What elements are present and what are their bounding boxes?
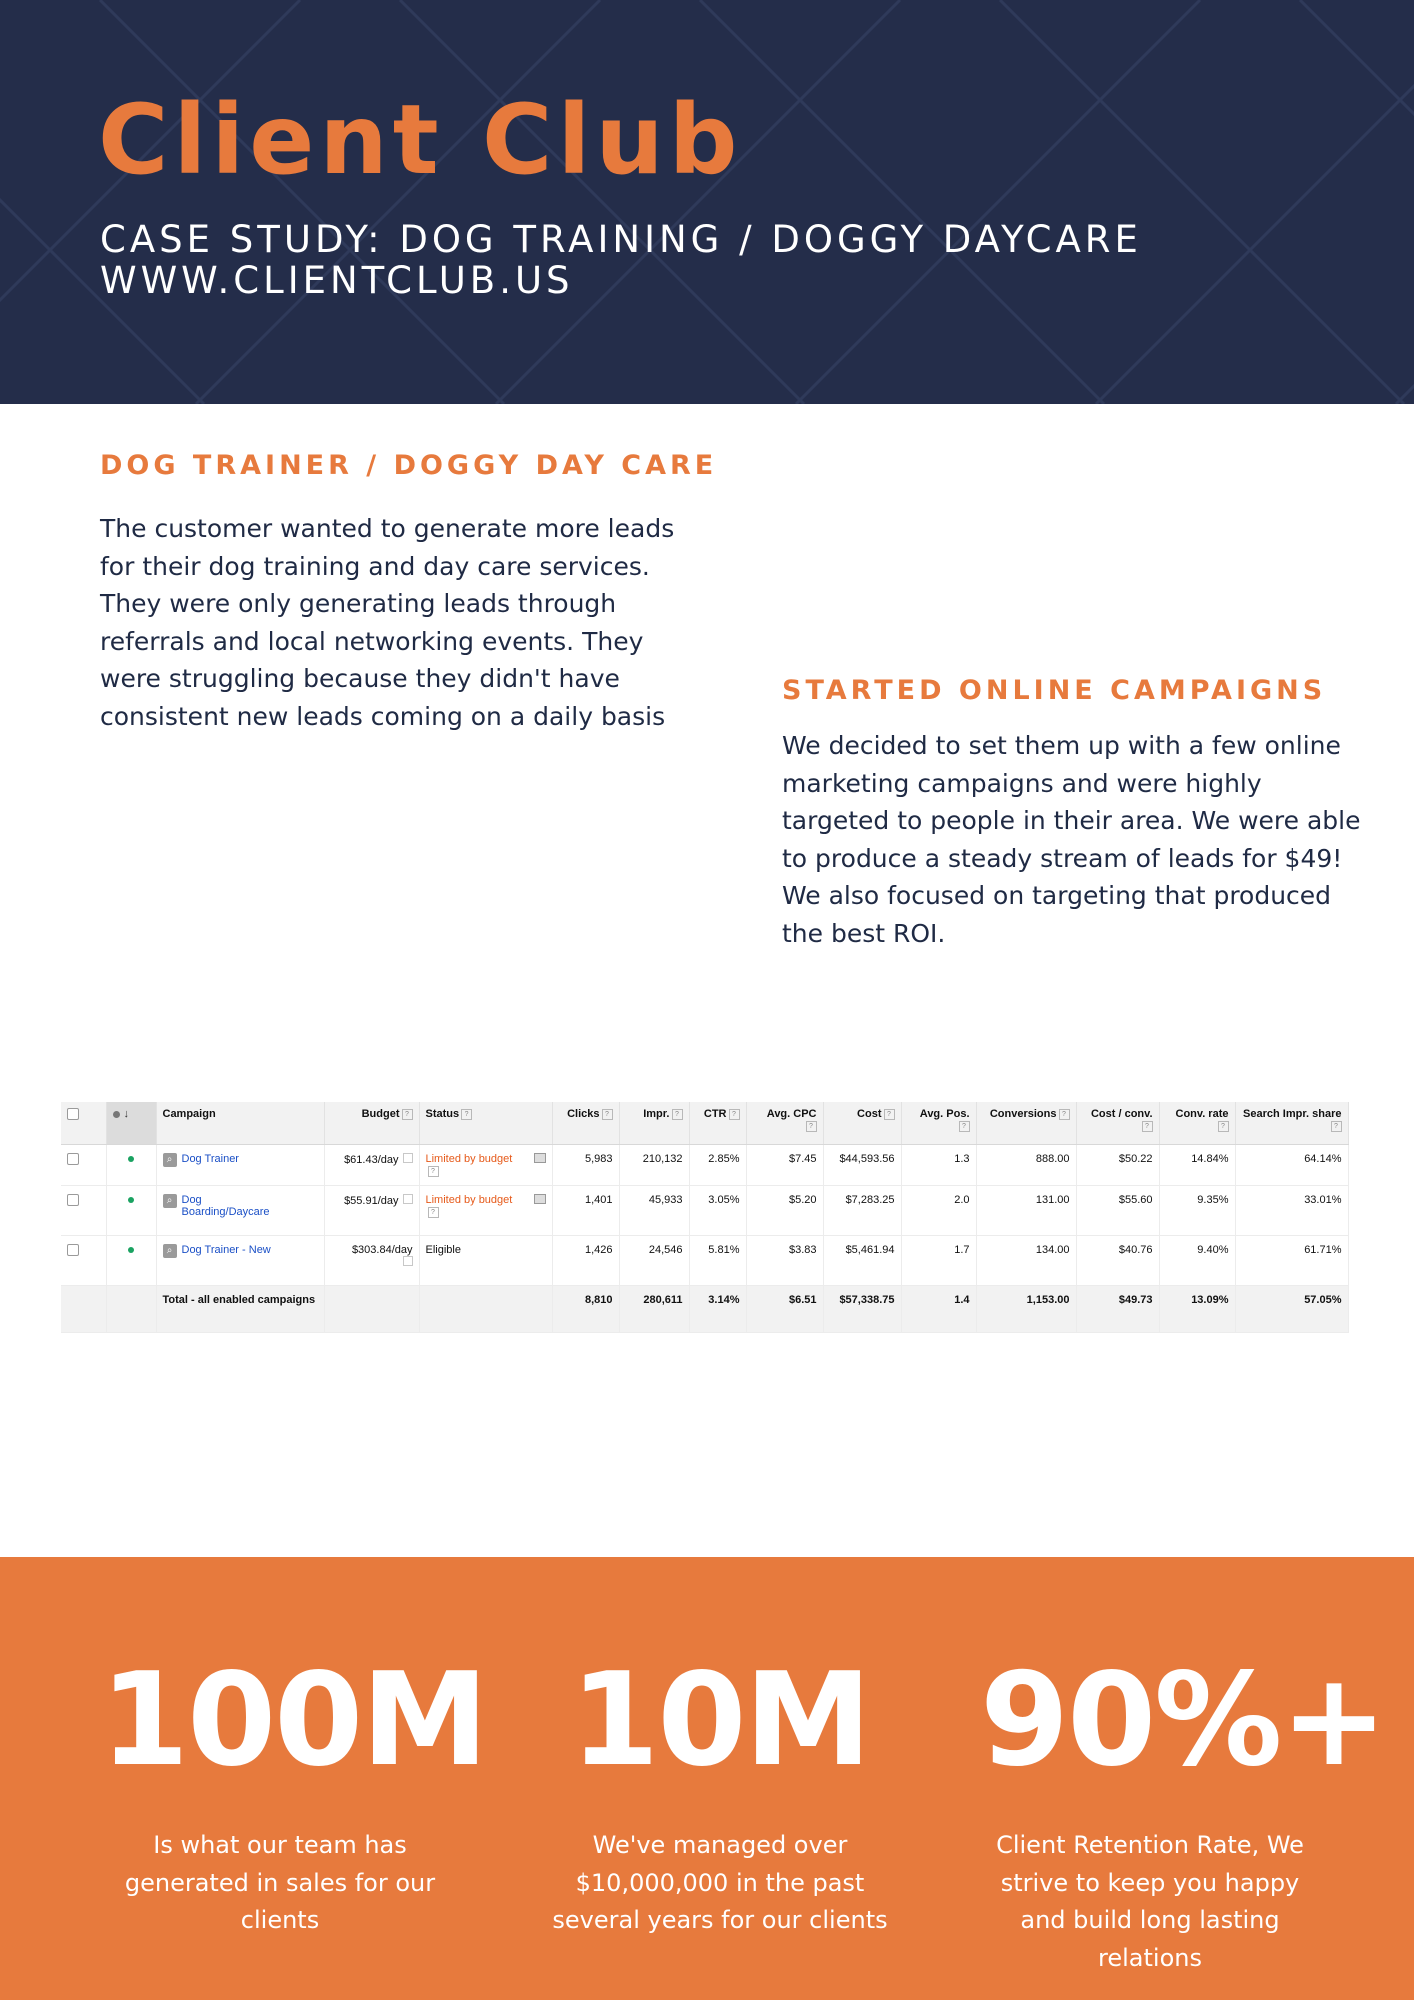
row-checkbox[interactable] — [67, 1194, 79, 1206]
total-avg-pos-cell: 1.4 — [901, 1286, 976, 1333]
search-share-cell: 61.71% — [1235, 1236, 1348, 1286]
stat-description: Is what our team has generated in sales for our clients — [124, 1831, 436, 1934]
select-all-cell[interactable] — [61, 1102, 106, 1145]
cost-cell: $44,593.56 — [823, 1145, 901, 1186]
budget-cell[interactable]: $303.84/day — [324, 1236, 419, 1286]
conv-rate-cell: 14.84% — [1159, 1145, 1235, 1186]
total-search-share-cell: 57.05% — [1235, 1286, 1348, 1333]
column-header-conversions[interactable]: Conversions ? — [976, 1102, 1076, 1145]
campaign-cell[interactable] — [156, 1186, 324, 1236]
stat-description: We've managed over $10,000,000 in the past several years for our clients — [552, 1831, 888, 1934]
status-dot-icon — [113, 1111, 120, 1118]
row-checkbox-cell[interactable] — [61, 1145, 106, 1186]
row-checkbox[interactable] — [67, 1153, 79, 1165]
edit-budget-icon[interactable] — [403, 1194, 413, 1204]
sort-arrow-icon[interactable]: ↓ — [123, 1108, 129, 1120]
cost-conv-cell: $50.22 — [1076, 1145, 1159, 1186]
conversions-cell: 131.00 — [976, 1186, 1076, 1236]
cost-cell: $7,283.25 — [823, 1186, 901, 1236]
total-conversions-cell: 1,153.00 — [976, 1286, 1076, 1333]
column-header-avg-cpc[interactable]: Avg. CPC ? — [746, 1102, 823, 1145]
help-icon[interactable]: ? — [461, 1109, 472, 1120]
column-header-conv-rate[interactable]: Conv. rate ? — [1159, 1102, 1235, 1145]
case-study-subtitle: CASE STUDY: DOG TRAINING / DOGGY DAYCARE — [100, 218, 1142, 261]
intro-paragraph: The customer wanted to generate more leads for their dog training and day care services. They were only generating leads through referrals and local networking events. They were struggling because they didn't have consistent new leads coming on a daily basis — [100, 514, 675, 731]
help-icon[interactable]: ? — [428, 1207, 439, 1218]
status-text: Limited by budget — [425, 1153, 513, 1165]
conversions-cell: 888.00 — [976, 1145, 1076, 1186]
column-header-search-impr-share[interactable]: Search Impr. share ? — [1235, 1102, 1348, 1145]
column-header-cost[interactable]: Cost ? — [823, 1102, 901, 1145]
stat-value: 90%+ — [980, 1646, 1386, 1795]
impr-cell: 210,132 — [619, 1145, 689, 1186]
stat-value: 100M — [100, 1646, 487, 1795]
help-icon[interactable]: ? — [1331, 1121, 1342, 1132]
column-header-ctr[interactable]: CTR ? — [689, 1102, 746, 1145]
row-checkbox-cell[interactable] — [61, 1186, 106, 1236]
avg-cpc-cell: $5.20 — [746, 1186, 823, 1236]
search-share-cell: 64.14% — [1235, 1145, 1348, 1186]
table-total-row — [61, 1286, 1348, 1333]
status-text: Eligible — [425, 1244, 461, 1256]
campaign-link[interactable]: Dog Boarding/Daycare — [181, 1194, 270, 1218]
table-header-row — [61, 1102, 1348, 1145]
help-icon[interactable]: ? — [402, 1109, 413, 1120]
total-cost-cell: $57,338.75 — [823, 1286, 901, 1333]
total-ctr-cell: 3.14% — [689, 1286, 746, 1333]
total-empty-cell — [61, 1286, 106, 1333]
stat-description: Client Retention Rate, We strive to keep you happy and build long lasting relations — [996, 1831, 1304, 1972]
column-header-campaign[interactable]: Campaign — [156, 1102, 324, 1145]
search-network-icon: ⌕ — [163, 1194, 177, 1208]
total-empty-cell — [324, 1286, 419, 1333]
help-icon[interactable]: ? — [672, 1109, 683, 1120]
clicks-cell: 1,426 — [552, 1236, 619, 1286]
table-row — [61, 1145, 1348, 1186]
stat-retention-rate — [980, 1557, 1386, 1977]
page-title: Client Club — [98, 84, 743, 196]
row-checkbox[interactable] — [67, 1244, 79, 1256]
help-icon[interactable]: ? — [602, 1109, 613, 1120]
website-url: WWW.CLIENTCLUB.US — [100, 259, 574, 302]
cost-conv-cell: $40.76 — [1076, 1236, 1159, 1286]
campaigns-paragraph: We decided to set them up with a few online marketing campaigns and were highly targeted to people in their area. We were able to produce a steady stream of leads for $49! We also focused on targeting that produced the best ROI. — [782, 731, 1361, 948]
stats-band — [0, 1557, 1414, 2000]
column-header-status[interactable]: Status ? — [419, 1102, 552, 1145]
column-header-cost-conv[interactable]: Cost / conv. ? — [1076, 1102, 1159, 1145]
status-cell — [419, 1145, 552, 1186]
total-label: Total - all enabled campaigns — [156, 1286, 324, 1333]
avg-cpc-cell: $3.83 — [746, 1236, 823, 1286]
total-empty-cell — [419, 1286, 552, 1333]
enabled-status-cell — [106, 1186, 156, 1236]
avg-cpc-cell: $7.45 — [746, 1145, 823, 1186]
conv-rate-cell: 9.40% — [1159, 1236, 1235, 1286]
status-cell — [419, 1236, 552, 1286]
help-icon[interactable]: ? — [1059, 1109, 1070, 1120]
stat-value: 10M — [570, 1646, 870, 1795]
diagonal-pattern — [0, 0, 1414, 404]
impr-cell: 24,546 — [619, 1236, 689, 1286]
status-details-icon[interactable] — [534, 1153, 546, 1163]
total-empty-cell — [106, 1286, 156, 1333]
ctr-cell: 3.05% — [689, 1186, 746, 1236]
campaign-cell[interactable] — [156, 1236, 324, 1286]
column-header-clicks[interactable]: Clicks ? — [552, 1102, 619, 1145]
intro-heading: DOG TRAINER / DOGGY DAY CARE — [100, 450, 718, 481]
clicks-cell: 1,401 — [552, 1186, 619, 1236]
column-header-impr[interactable]: Impr. ? — [619, 1102, 689, 1145]
help-icon[interactable]: ? — [884, 1109, 895, 1120]
column-header-budget[interactable]: Budget ? — [324, 1102, 419, 1145]
enabled-status-cell — [106, 1145, 156, 1186]
conversions-cell: 134.00 — [976, 1236, 1076, 1286]
campaign-report-table — [61, 1102, 1349, 1333]
budget-cell[interactable]: $61.43/day — [324, 1145, 419, 1186]
total-clicks-cell: 8,810 — [552, 1286, 619, 1333]
select-all-checkbox[interactable] — [67, 1108, 79, 1120]
ctr-cell: 2.85% — [689, 1145, 746, 1186]
avg-pos-cell: 1.3 — [901, 1145, 976, 1186]
campaign-cell[interactable] — [156, 1145, 324, 1186]
status-text: Limited by budget — [425, 1194, 513, 1206]
edit-budget-icon[interactable] — [403, 1153, 413, 1163]
hero-banner — [0, 0, 1414, 404]
total-avg-cpc-cell: $6.51 — [746, 1286, 823, 1333]
campaign-link[interactable]: Dog Trainer — [181, 1153, 239, 1165]
row-checkbox-cell[interactable] — [61, 1236, 106, 1286]
column-header-avg-pos[interactable]: Avg. Pos. ? — [901, 1102, 976, 1145]
ctr-cell: 5.81% — [689, 1236, 746, 1286]
conv-rate-cell: 9.35% — [1159, 1186, 1235, 1236]
enabled-dot-icon — [128, 1247, 134, 1253]
cost-conv-cell: $55.60 — [1076, 1186, 1159, 1236]
avg-pos-cell: 2.0 — [901, 1186, 976, 1236]
help-icon[interactable]: ? — [806, 1121, 817, 1132]
help-icon[interactable]: ? — [729, 1109, 740, 1120]
help-icon[interactable]: ? — [428, 1166, 439, 1177]
impr-cell: 45,933 — [619, 1186, 689, 1236]
search-network-icon: ⌕ — [163, 1153, 177, 1167]
campaigns-heading: STARTED ONLINE CAMPAIGNS — [782, 675, 1327, 706]
total-conv-rate-cell: 13.09% — [1159, 1286, 1235, 1333]
campaign-link[interactable]: Dog Trainer - New — [181, 1244, 271, 1256]
help-icon[interactable]: ? — [959, 1121, 970, 1132]
status-cell — [419, 1186, 552, 1236]
search-network-icon: ⌕ — [163, 1244, 177, 1258]
edit-budget-icon[interactable] — [403, 1256, 413, 1266]
table-row — [61, 1236, 1348, 1286]
status-filter-header[interactable] — [106, 1102, 156, 1145]
help-icon[interactable]: ? — [1218, 1121, 1229, 1132]
enabled-dot-icon — [128, 1156, 134, 1162]
stat-sales-generated — [100, 1557, 487, 1940]
status-details-icon[interactable] — [534, 1194, 546, 1204]
budget-cell[interactable]: $55.91/day — [324, 1186, 419, 1236]
enabled-dot-icon — [128, 1197, 134, 1203]
help-icon[interactable]: ? — [1142, 1121, 1153, 1132]
total-impr-cell: 280,611 — [619, 1286, 689, 1333]
avg-pos-cell: 1.7 — [901, 1236, 976, 1286]
cost-cell: $5,461.94 — [823, 1236, 901, 1286]
table-row — [61, 1186, 1348, 1236]
clicks-cell: 5,983 — [552, 1145, 619, 1186]
search-share-cell: 33.01% — [1235, 1186, 1348, 1236]
total-cost-conv-cell: $49.73 — [1076, 1286, 1159, 1333]
enabled-status-cell — [106, 1236, 156, 1286]
stat-managed-spend — [540, 1557, 900, 1940]
